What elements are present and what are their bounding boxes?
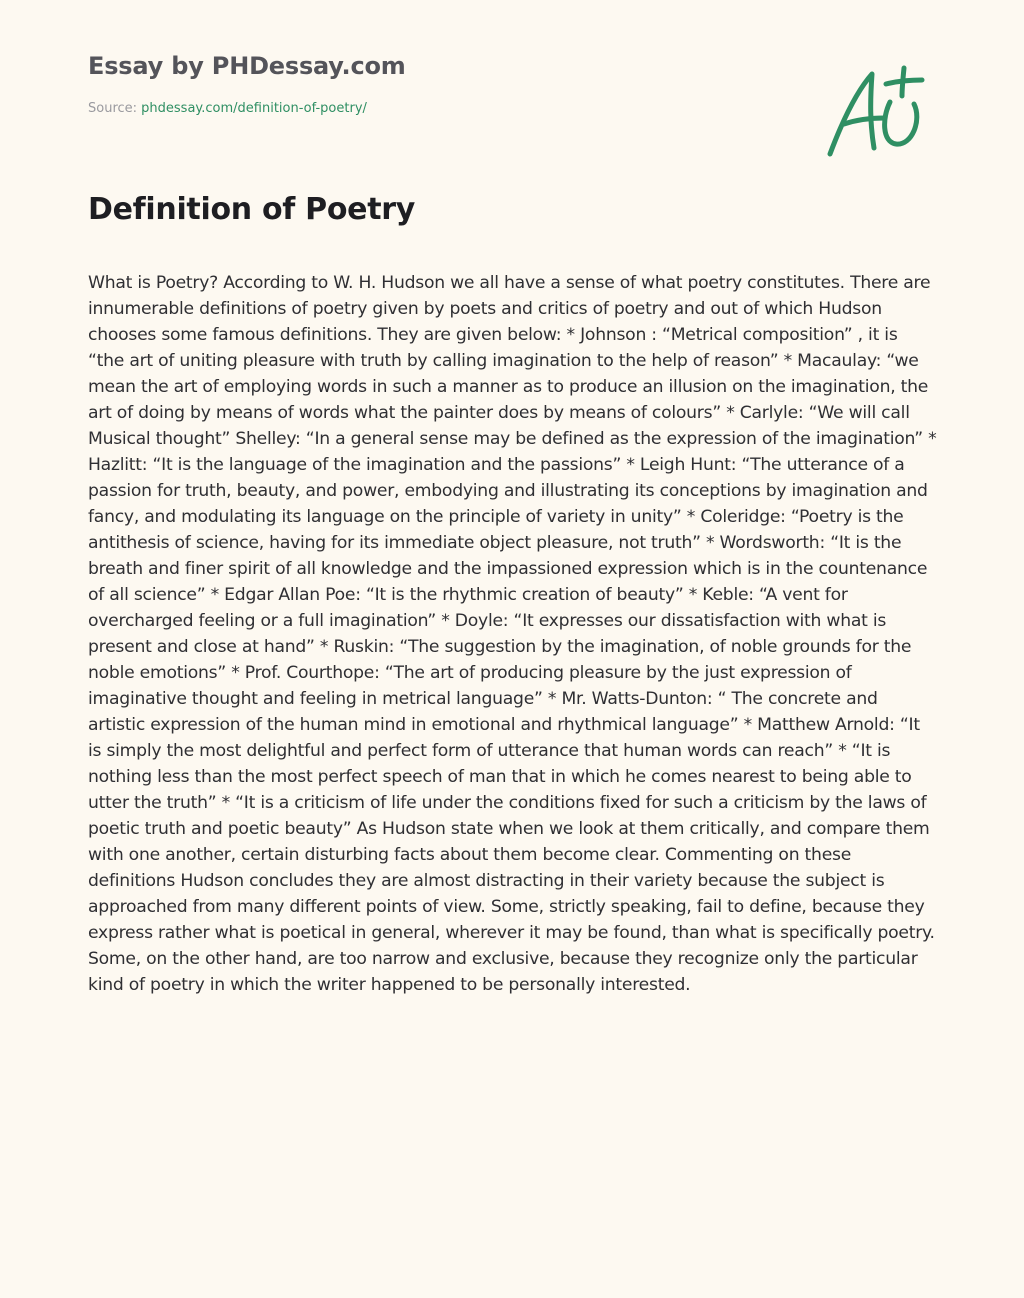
source-line bbox=[88, 100, 788, 118]
site-title: Essay by PHDessay.com bbox=[88, 52, 406, 80]
page-header bbox=[88, 50, 788, 118]
document-body: What is Poetry? According to W. H. Hudson we all have a sense of what poetry constitutes. There are innumerable definitions of poetry given by poets and critics of poetry and out of which Hudson chooses some famous definitions. They are given below: * Johnson : “Metrical composition” , it is “the art of uniting pleasure with truth by calling imagination to the help of reason” * Macaulay: “we mean the art of employing words in such a manner as to produce an illusion on the imagination, the art of doing by means of words what the painter does by means of colours” * Carlyle: “We will call Musical thought” Shelley: “In a general sense may be defined as the expression of the imagination” * Hazlitt: “It is the language of the imagination and the passions” * Leigh Hunt: “The utterance of a passion for truth, beauty, and power, embodying and illustrating its conceptions by imagination and fancy, and modulating its language on the principle of variety in unity” * Coleridge: “Poetry is the antithesis of science, having for its immediate object pleasure, not truth” * Wordsworth: “It is the breath and finer spirit of all knowledge and the impassioned expression which is in the countenance of all science” * Edgar Allan Poe: “It is the rhythmic creation of beauty” * Keble: “A vent for overcharged feeling or a full imagination” * Doyle: “It expresses our dissatisfaction with what is present and close at hand” * Ruskin: “The suggestion by the imagination, of noble grounds for the noble emotions” * Prof. Courthope: “The art of producing pleasure by the just expression of imaginative thought and feeling in metrical language” * Mr. Watts-Dunton: “ The concrete and artistic expression of the human mind in emotional and rhythmical language” * Matthew Arnold: “It is simply the most delightful and perfect form of utterance that human words can reach” * “It is nothing less than the most perfect speech of man that in which he comes nearest to being able to utter the truth” * “It is a criticism of life under the conditions fixed for such a criticism by the laws of poetic truth and poetic beauty” As Hudson state when we look at them critically, and compare them with one another, certain disturbing facts about them become clear. Commenting on these definitions Hudson concludes they are almost distracting in their variety because the subject is approached from many different points of view. Some, strictly speaking, fail to define, because they express rather what is poetical in general, wherever it may be found, than what is specifically poetry. Some, on the other hand, are too narrow and exclusive, because they recognize only the particular kind of poetry in which the writer happened to be personally interested. bbox=[88, 273, 937, 995]
source-label: Source: bbox=[88, 101, 138, 116]
document-title: Definition of Poetry bbox=[88, 192, 416, 227]
a-plus-grade-icon bbox=[820, 62, 930, 162]
source-link[interactable]: phdessay.com/definition-of-poetry/ bbox=[141, 101, 367, 116]
